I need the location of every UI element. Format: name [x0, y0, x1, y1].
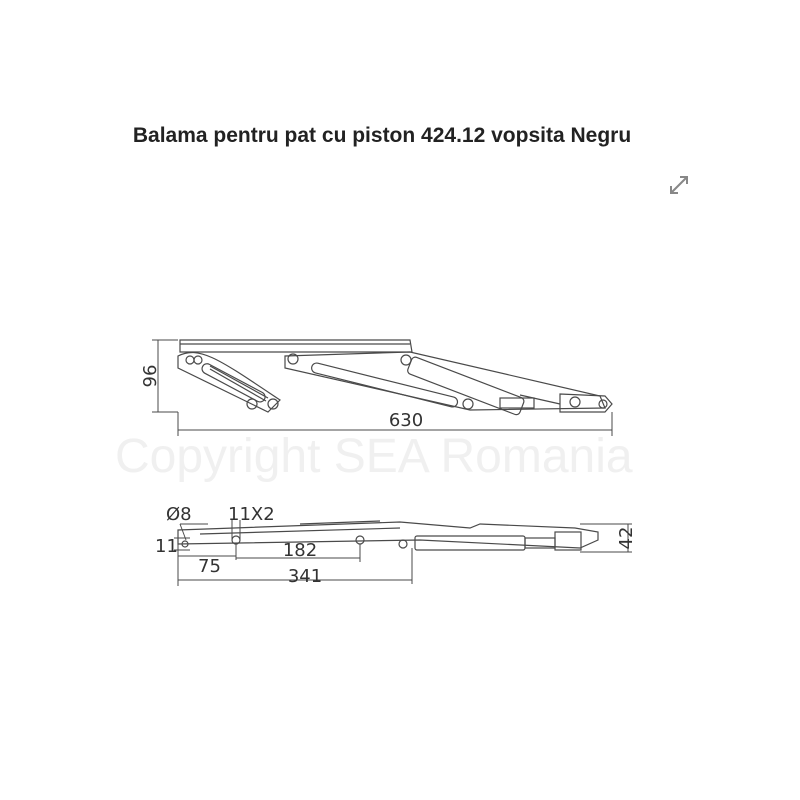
- dim-length-630: 630: [388, 410, 424, 431]
- dim-182: 182: [282, 540, 318, 561]
- dim-height-96: 96: [140, 364, 161, 388]
- top-view-dimensions: [152, 340, 612, 436]
- watermark: Copyright SEA Romania: [115, 430, 633, 483]
- side-view-dimensions: [174, 520, 632, 586]
- dim-slot-size: 11X2: [228, 504, 275, 525]
- dim-height-42: 42: [616, 526, 637, 550]
- hinge-top-view: [178, 340, 612, 416]
- dim-offset-11: 11: [155, 536, 178, 557]
- dim-75: 75: [198, 556, 221, 577]
- dim-341: 341: [287, 566, 323, 587]
- hinge-side-view: [178, 521, 598, 550]
- dim-hole-diameter: Ø8: [166, 504, 192, 525]
- product-title: Balama pentru pat cu piston 424.12 vopsita Negru: [132, 124, 632, 147]
